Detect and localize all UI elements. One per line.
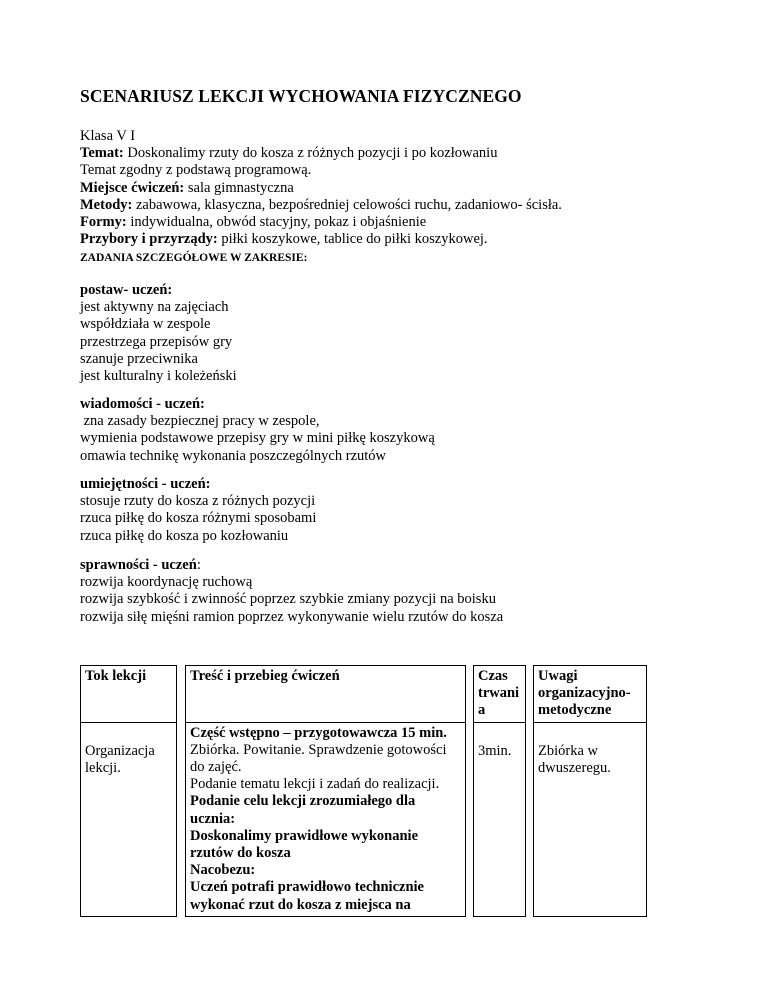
topic-line: Temat: Doskonalimy rzuty do kosza z różnych pozycji i po kozłowaniu bbox=[80, 145, 498, 162]
list-item: jest aktywny na zajęciach bbox=[80, 299, 229, 316]
skills-section bbox=[80, 476, 316, 545]
list-item: rzuca piłkę do kosza po kozłowaniu bbox=[80, 527, 289, 544]
forms-line: Formy: indywidualna, obwód stacyjny, pokaz i objaśnienie bbox=[80, 214, 427, 231]
list-item: jest kulturalny i koleżeński bbox=[80, 368, 237, 385]
list-item: rozwija koordynację ruchową bbox=[80, 574, 253, 591]
tok-cell: Organizacja lekcji. bbox=[81, 722, 177, 916]
equipment-line: Przybory i przyrządy: piłki koszykowe, tablice do piłki koszykowej. bbox=[80, 231, 488, 248]
section-heading: sprawności - uczeń: bbox=[80, 557, 201, 573]
class-line: Klasa V I bbox=[80, 128, 136, 144]
header-tok: Tok lekcji bbox=[81, 666, 177, 723]
tresc-cell: Część wstępno – przygotowawcza 15 min. Zbiórka. Powitanie. Sprawdzenie gotowości do zajęć. Podanie tematu lekcji i zadań do realizacji. Podanie celu lekcji zrozumiałego dla ucznia: Doskonalimy prawidłowe wykonanie rzutów do kosza Nacobezu: Uczeń potrafi prawidłowo technicznie wykonać rzut do kosza z miejsca na bbox=[186, 722, 466, 916]
czas-cell: 3min. bbox=[474, 722, 526, 916]
list-item: wymienia podstawowe przepisy gry w mini piłkę koszykową bbox=[80, 430, 435, 447]
header-uwagi: Uwagi organizacyjno- metodyczne bbox=[534, 666, 647, 723]
lesson-plan-table bbox=[80, 665, 647, 917]
attitudes-section bbox=[80, 282, 237, 385]
detailed-tasks-heading: ZADANIA SZCZEGÓŁOWE W ZAKRESIE: bbox=[80, 252, 308, 264]
lesson-metadata bbox=[80, 128, 562, 248]
list-item: rzuca piłkę do kosza różnymi sposobami bbox=[80, 510, 317, 527]
list-item: przestrzega przepisów gry bbox=[80, 333, 233, 350]
list-item: szanuje przeciwnika bbox=[80, 350, 198, 367]
uwagi-cell: Zbiórka w dwuszeregu. bbox=[534, 722, 647, 916]
list-item: stosuje rzuty do kosza z różnych pozycji bbox=[80, 493, 316, 510]
abilities-section bbox=[80, 557, 503, 626]
section-heading: umiejętności - uczeń: bbox=[80, 476, 211, 492]
list-item: omawia technikę wykonania poszczególnych rzutów bbox=[80, 447, 387, 464]
section-heading: wiadomości - uczeń: bbox=[80, 396, 205, 412]
methods-line: Metody: zabawowa, klasyczna, bezpośredniej celowości ruchu, zadaniowo- ścisła. bbox=[80, 196, 562, 213]
header-tresc: Treść i przebieg ćwiczeń bbox=[186, 666, 466, 723]
curriculum-line: Temat zgodny z podstawą programową. bbox=[80, 162, 312, 179]
header-czas: Czas trwani a bbox=[474, 666, 526, 723]
place-line: Miejsce ćwiczeń: sala gimnastyczna bbox=[80, 179, 294, 196]
document-title: SCENARIUSZ LEKCJI WYCHOWANIA FIZYCZNEGO bbox=[80, 86, 522, 106]
knowledge-section bbox=[80, 396, 435, 465]
section-heading: postaw- uczeń: bbox=[80, 282, 173, 298]
table-row bbox=[81, 722, 647, 916]
list-item: rozwija szybkość i zwinność poprzez szybkie zmiany pozycji na boisku bbox=[80, 591, 496, 608]
part-title: Część wstępno – przygotowawcza 15 min. bbox=[190, 724, 447, 741]
list-item: współdziała w zespole bbox=[80, 316, 211, 333]
list-item: zna zasady bezpiecznej pracy w zespole, bbox=[80, 413, 320, 430]
list-item: rozwija siłę mięśni ramion poprzez wykonywanie wielu rzutów do kosza bbox=[80, 608, 504, 625]
table-header-row bbox=[81, 666, 647, 723]
